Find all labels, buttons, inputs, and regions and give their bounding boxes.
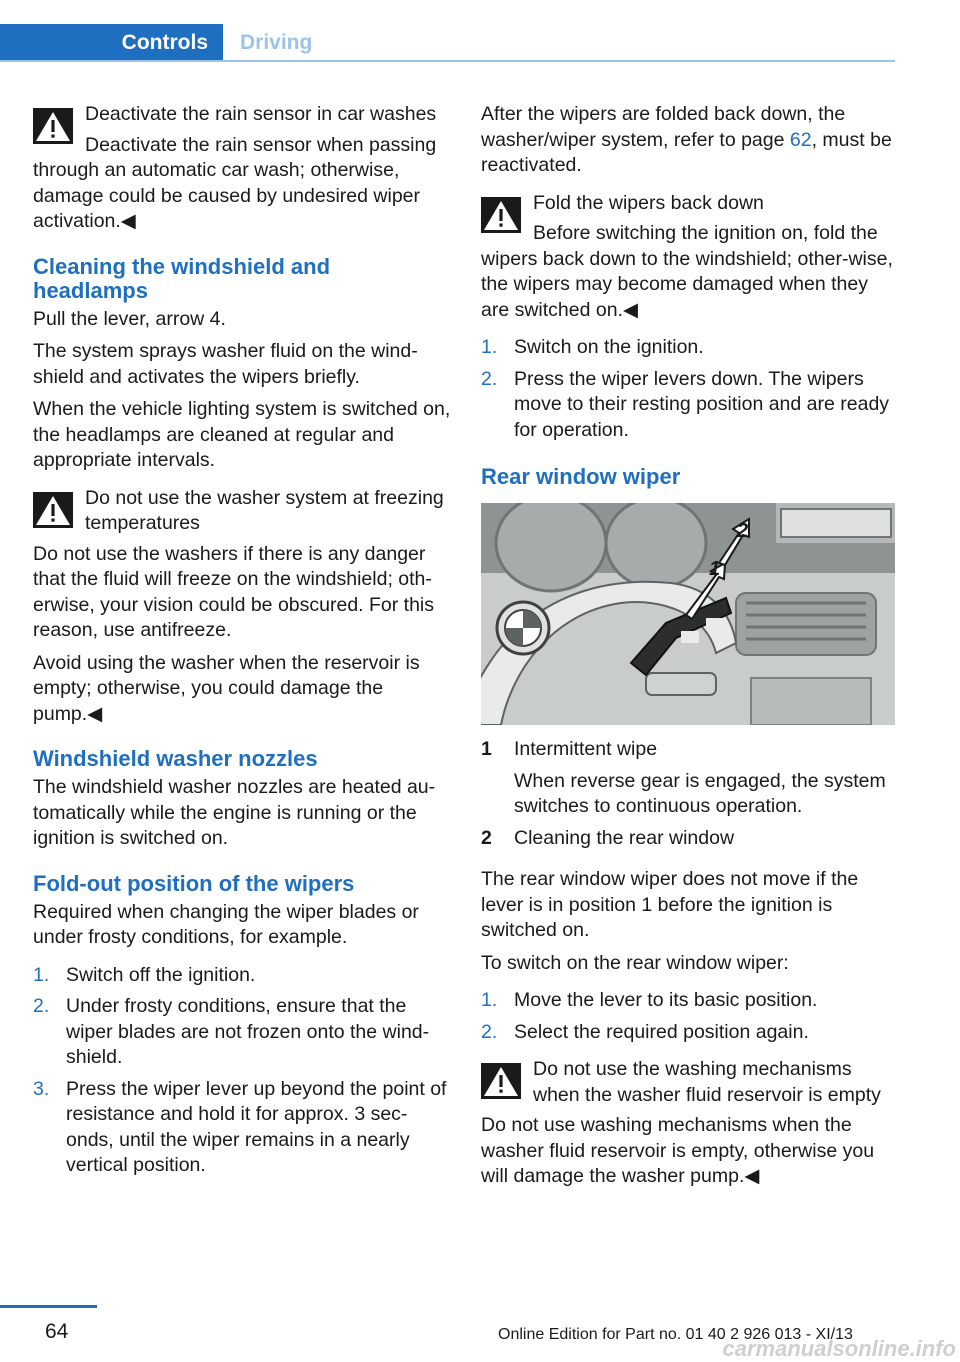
section-heading: Windshield washer nozzles <box>33 746 318 771</box>
tab-driving[interactable]: Driving <box>240 31 313 54</box>
watermark: carmanualsonline.info <box>722 1336 956 1361</box>
section-heading: Cleaning the windshield and headlamps <box>33 253 331 303</box>
steps-list <box>481 335 895 443</box>
section-cleaning <box>33 255 451 474</box>
list-item: 1. Switch off the ignition. <box>33 963 256 986</box>
footer-rule <box>0 1305 97 1308</box>
warning-body: Avoid using the washer when the reservoir is empty; otherwise, you could damage the pump.◀ <box>33 651 420 725</box>
list-item: 1. Move the lever to its basic position. <box>481 989 818 1011</box>
section-rear-wiper <box>481 465 895 1045</box>
paragraph: When the vehicle lighting system is switched on, the headlamps are cleaned at regular and appropriate intervals. <box>33 398 451 471</box>
warning-icon <box>33 108 73 144</box>
list-item: 2. Press the wiper levers down. The wipers move to their resting position and are ready for operation. <box>481 367 890 441</box>
warning-body: Do not use washing mechanisms when the washer fluid reservoir is empty, otherwise you will damage the washer pump.◀ <box>481 1114 875 1187</box>
figure-label-1: 1 <box>709 558 721 580</box>
paragraph: Pull the lever, arrow 4. <box>33 307 226 330</box>
section-foldout <box>33 872 451 1179</box>
paragraph: To switch on the rear window wiper: <box>481 951 789 974</box>
warning-body: Do not use the washers if there is any danger that the fluid will freeze on the windshield; oth‐erwise, your vision could be obscured. For this reason, use antifreeze. <box>33 542 435 641</box>
edition-text: Online Edition for Part no. 01 40 2 926 013 - XI/13 <box>498 1326 853 1343</box>
warning-body: wipers back down to the windshield; other‐wise, the wipers may become damaged when they are switched on.◀ <box>481 247 893 321</box>
figure-label-2: 2 <box>737 520 749 542</box>
warning-title: Deactivate the rain sensor in car washes <box>85 103 437 125</box>
figure-legend <box>481 737 895 851</box>
warning-icon <box>481 1063 521 1099</box>
section-heading: Rear window wiper <box>481 464 681 489</box>
tab-underline <box>0 60 895 62</box>
paragraph: Required when changing the wiper blades or under frosty conditions, for example. <box>33 900 419 948</box>
warning-rain-sensor <box>33 102 451 235</box>
warning-title: Do not use the washing mechanisms when the washer fluid reservoir is empty <box>533 1058 881 1106</box>
page-link[interactable]: 62 <box>789 128 812 151</box>
right-column <box>481 102 895 1197</box>
chapter-tabs <box>0 24 895 62</box>
warning-title: Do not use the washer system at freezing temperatures <box>85 486 444 534</box>
legend-item: 1 Intermittent wipe When reverse gear is engaged, the system switches to continuous operation. <box>481 738 886 817</box>
steps-list <box>33 963 451 1179</box>
warning-icon <box>481 197 521 233</box>
paragraph: The rear window wiper does not move if the lever is in position 1 before the ignition is switched on. <box>481 868 859 941</box>
list-item: 2. Select the required position again. <box>481 1020 809 1043</box>
paragraph-intro: After the wipers are folded back down, the washer/wiper system, refer to page 62, must be reactivated. <box>481 103 892 176</box>
section-heading: Fold-out position of the wipers <box>33 870 355 896</box>
warning-title: Fold the wipers back down <box>533 191 764 214</box>
section-nozzles <box>33 747 451 852</box>
warning-body-first-line: Before switching the ignition on, fold the <box>533 222 878 244</box>
list-item: 1. Switch on the ignition. <box>481 336 704 358</box>
warning-body-first-line: Deactivate the rain sensor when passing <box>85 133 437 156</box>
steps-list <box>481 988 895 1045</box>
tab-controls[interactable]: Controls <box>0 24 223 62</box>
warning-empty-reservoir <box>481 1057 895 1190</box>
paragraph: The windshield washer nozzles are heated au‐tomatically while the engine is running or the ignition is switched on. <box>33 776 436 849</box>
list-item: 2. Under frosty conditions, ensure that the wiper blades are not frozen onto the wind‐shield. <box>33 995 430 1068</box>
legend-item: 2 Cleaning the rear window <box>481 826 735 849</box>
warning-freezing <box>33 486 451 728</box>
warning-fold-back <box>481 191 895 324</box>
list-item: 3. Press the wiper lever up beyond the point of resistance and hold it for approx. 3 sec‐onds, until the wiper remains in a nearly vertical position. <box>33 1077 447 1176</box>
warning-icon <box>33 492 73 528</box>
steering-wheel-lever-illustration <box>481 503 895 725</box>
warning-body: through an automatic car wash; otherwise, damage could be caused by undesired wiper activation.◀ <box>33 159 421 232</box>
left-column <box>33 102 451 1187</box>
paragraph: The system sprays washer fluid on the wind‐shield and activates the wipers briefly. <box>33 340 418 388</box>
page-number: 64 <box>45 1320 69 1343</box>
